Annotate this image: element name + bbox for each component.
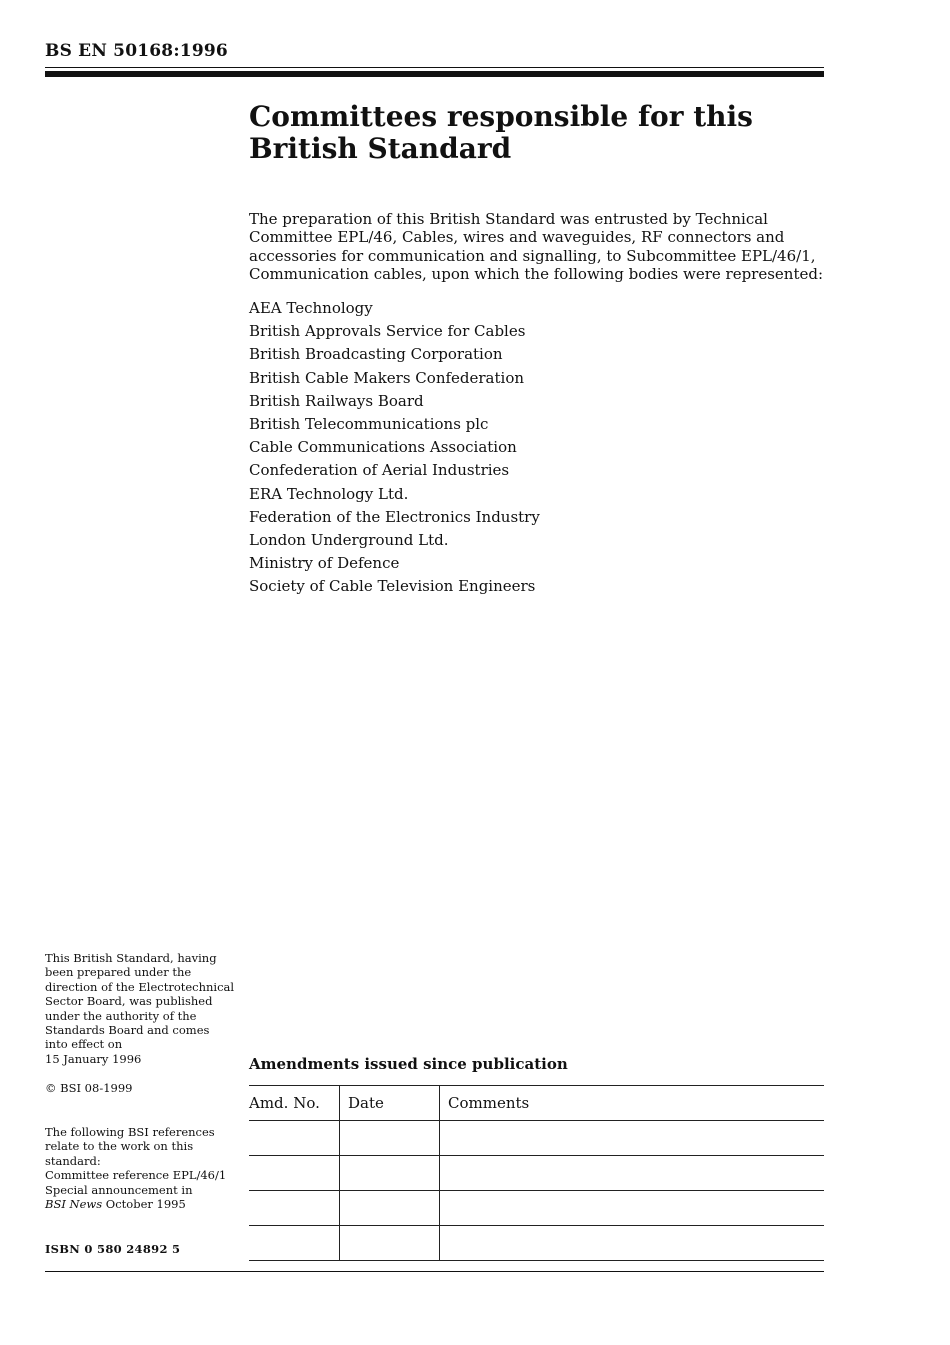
document-id: BS EN 50168:1996 xyxy=(45,41,228,61)
table-cell xyxy=(249,1226,340,1261)
table-cell xyxy=(249,1121,340,1156)
bsi-news-title: BSI News xyxy=(45,1197,103,1212)
publication-note-line: Sector Board, was published xyxy=(45,994,213,1009)
list-item: British Cable Makers Confederation xyxy=(249,368,525,387)
page-title-line-2: British Standard xyxy=(249,132,512,165)
list-item: Society of Cable Television Engineers xyxy=(249,577,536,596)
list-item: British Telecommunications plc xyxy=(249,414,489,433)
bsi-references-note xyxy=(45,1125,240,1211)
table-cell xyxy=(440,1156,825,1191)
references-line: The following BSI references xyxy=(45,1125,215,1139)
references-line: standard: xyxy=(45,1153,101,1168)
table-row xyxy=(249,1226,824,1261)
table-cell xyxy=(440,1191,825,1226)
list-item: British Railways Board xyxy=(249,391,424,410)
list-item: British Broadcasting Corporation xyxy=(249,345,503,364)
publication-note-line: been prepared under the xyxy=(45,965,192,980)
page-title-line-1: Committees responsible for this xyxy=(249,100,753,133)
column-header-comments: Comments xyxy=(440,1086,825,1121)
references-line: Special announcement in xyxy=(45,1182,193,1197)
references-line: Committee reference EPL/46/1 xyxy=(45,1168,227,1183)
list-item: Ministry of Defence xyxy=(249,554,400,573)
table-cell xyxy=(340,1226,440,1261)
header-thin-rule xyxy=(45,67,824,68)
list-item: ERA Technology Ltd. xyxy=(249,484,409,503)
intro-paragraph: The preparation of this British Standard was entrusted by Technical Committee EPL/46, Cables, wires and waveguides, RF connectors and accessories for communication and signalling, to Subcommittee EPL/46/1, Communication cables, upon which the following bodies were represented: xyxy=(249,210,824,283)
table-cell xyxy=(440,1121,825,1156)
references-date: October 1995 xyxy=(102,1197,186,1212)
table-cell xyxy=(249,1191,340,1226)
table-row xyxy=(249,1156,824,1191)
page-title xyxy=(249,101,809,165)
column-header-amd-no: Amd. No. xyxy=(249,1094,320,1112)
column-header-date: Date xyxy=(340,1086,440,1121)
publication-note-line: under the authority of the xyxy=(45,1008,197,1023)
copyright-notice: © BSI 08-1999 xyxy=(45,1081,133,1095)
publication-note-line: 15 January 1996 xyxy=(45,1051,142,1066)
list-item: Confederation of Aerial Industries xyxy=(249,461,510,480)
list-item: Cable Communications Association xyxy=(249,438,517,457)
list-item: London Underground Ltd. xyxy=(249,530,449,549)
list-item: Federation of the Electronics Industry xyxy=(249,507,540,526)
publication-note-line: into effect on xyxy=(45,1037,123,1052)
publication-note xyxy=(45,951,240,1066)
table-cell xyxy=(249,1156,340,1191)
table-header-row xyxy=(249,1086,824,1121)
represented-bodies-list xyxy=(249,297,540,598)
table-cell xyxy=(440,1226,825,1261)
list-item: British Approvals Service for Cables xyxy=(249,322,526,341)
publication-note-line: Standards Board and comes xyxy=(45,1023,210,1038)
table-cell xyxy=(340,1156,440,1191)
publication-note-line: This British Standard, having xyxy=(45,951,217,965)
table-row xyxy=(249,1121,824,1156)
isbn: ISBN 0 580 24892 5 xyxy=(45,1242,181,1256)
header-thick-rule xyxy=(45,71,824,77)
references-line: relate to the work on this xyxy=(45,1139,194,1154)
table-row xyxy=(249,1191,824,1226)
table-cell xyxy=(340,1191,440,1226)
amendments-table xyxy=(249,1085,824,1261)
table-cell xyxy=(340,1121,440,1156)
publication-note-line: direction of the Electrotechnical xyxy=(45,979,235,994)
footer-rule xyxy=(45,1271,824,1272)
amendments-title: Amendments issued since publication xyxy=(249,1055,568,1073)
list-item: AEA Technology xyxy=(249,299,373,317)
